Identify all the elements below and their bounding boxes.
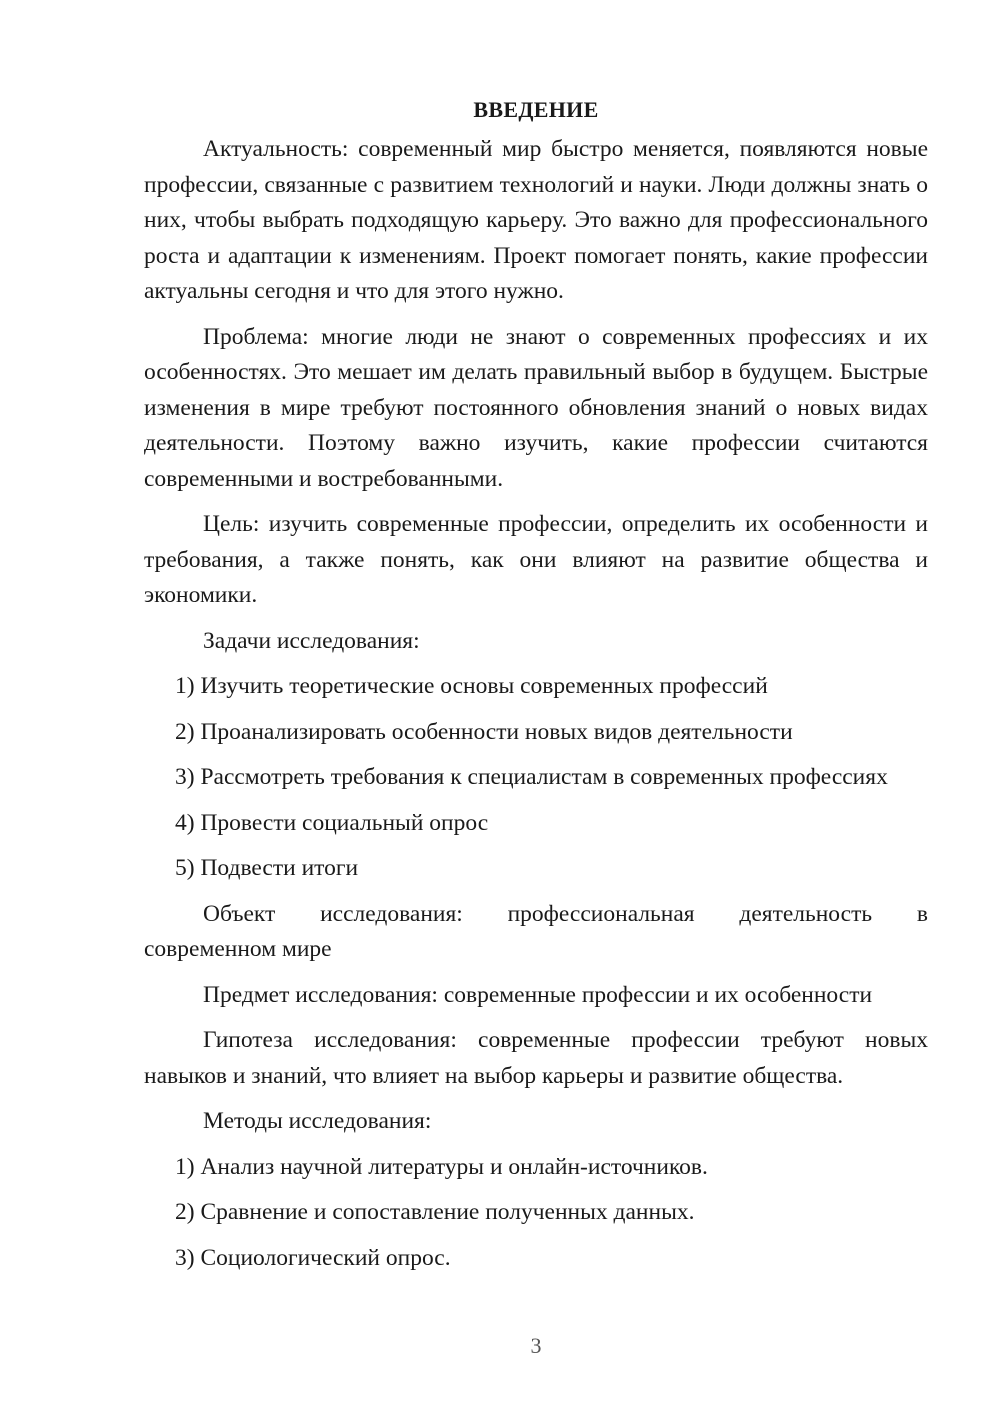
- object-word: исследования:: [320, 900, 463, 927]
- methods-list: [144, 1150, 928, 1277]
- object-word: Объект: [203, 900, 276, 927]
- relevance-paragraph: Актуальность: современный мир быстро меняется, появляются новые профессии, связанные с развитием технологий и науки. Люди должны знать о них, чтобы выбрать подходящую карьеру. Это важно для профессионального роста и адаптации к изменениям. Проект помогает понять, какие профессии актуальны сегодня и что для этого нужно.: [144, 136, 928, 304]
- subject-paragraph: Предмет исследования: современные профессии и их особенности: [203, 981, 873, 1008]
- method-item: 1) Анализ научной литературы и онлайн-источников.: [175, 1153, 708, 1180]
- section-title: ВВЕДЕНИЕ: [473, 97, 599, 122]
- object-paragraph: [144, 897, 928, 968]
- task-item: 3) Рассмотреть требования к специалистам в современных профессиях: [175, 764, 888, 790]
- object-word: профессиональная: [507, 900, 695, 927]
- object-line-1: [203, 897, 928, 933]
- object-line-2: современном мире: [144, 936, 332, 962]
- tasks-list: [144, 669, 928, 887]
- task-item: 4) Провести социальный опрос: [175, 809, 489, 836]
- page-number: 3: [530, 1333, 542, 1358]
- object-word: деятельность: [739, 900, 873, 927]
- hypothesis-paragraph: Гипотеза исследования: современные профессии требуют новых навыков и знаний, что влияет на выбор карьеры и развитие общества.: [144, 1027, 928, 1089]
- tasks-heading: Задачи исследования:: [203, 627, 420, 654]
- method-item: 3) Социологический опрос.: [175, 1244, 451, 1271]
- task-item: 2) Проанализировать особенности новых видов деятельности: [175, 718, 793, 745]
- task-item: 5) Подвести итоги: [175, 855, 359, 881]
- document-body: [144, 92, 928, 1286]
- task-item: 1) Изучить теоретические основы современных профессий: [175, 673, 768, 699]
- object-word: в: [916, 900, 928, 927]
- problem-paragraph: Проблема: многие люди не знают о современных профессиях и их особенностях. Это мешает им делать правильный выбор в будущем. Быстрые изменения в мире требуют постоянного обновления знаний о новых видах деятельности. Поэтому важно изучить, какие профессии считаются современными и востребованными.: [144, 323, 928, 492]
- method-item: 2) Сравнение и сопоставление полученных данных.: [175, 1199, 695, 1225]
- methods-heading: Методы исследования:: [203, 1108, 432, 1134]
- goal-paragraph: Цель: изучить современные профессии, определить их особенности и требования, а также понять, как они влияют на развитие общества и экономики.: [144, 511, 928, 608]
